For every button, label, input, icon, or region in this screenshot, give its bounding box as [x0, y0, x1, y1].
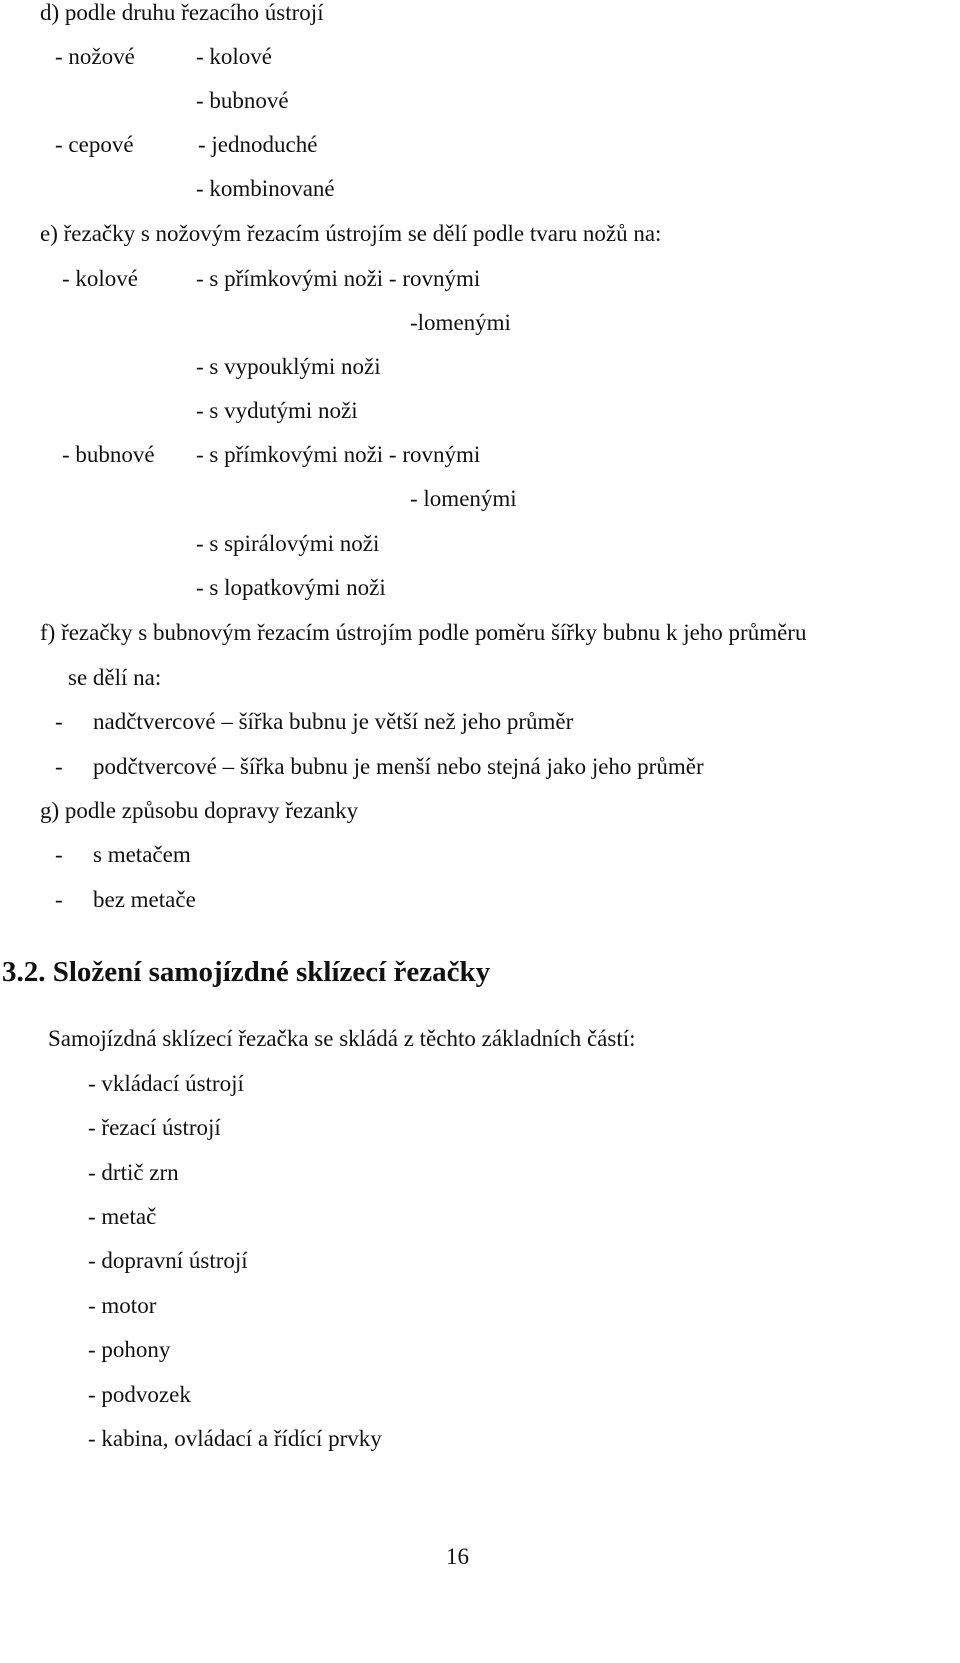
- section-f-heading: f) řezačky s bubnovým řezacím ústrojím podle poměru šířky bubnu k jeho průměru: [40, 620, 807, 645]
- list-item: nadčtvercové – šířka bubnu je větší než jeho průměr: [93, 709, 574, 734]
- list-item: - kombinované: [196, 176, 335, 201]
- list-item: - pohony: [88, 1337, 171, 1362]
- section-d-heading: d) podle druhu řezacího ústrojí: [40, 0, 324, 25]
- section-g-heading: g) podle způsobu dopravy řezanky: [40, 798, 359, 823]
- list-dash: -: [55, 709, 63, 734]
- list-item: - s vypouklými noži: [196, 354, 381, 379]
- list-item: - nožové: [55, 44, 135, 69]
- list-item: - s lopatkovými noži: [196, 575, 386, 600]
- list-item: - s přímkovými noži - rovnými: [196, 266, 481, 291]
- list-item: - řezací ústrojí: [88, 1115, 221, 1140]
- list-item: - motor: [88, 1293, 157, 1318]
- section-title: 3.2. Složení samojízdné sklízecí řezačky: [2, 956, 491, 988]
- list-item: - s přímkovými noži - rovnými: [196, 442, 481, 467]
- list-item: - metač: [88, 1204, 157, 1229]
- list-item: - jednoduché: [198, 132, 318, 157]
- section-f-heading-cont: se dělí na:: [68, 665, 162, 690]
- list-dash: -: [55, 887, 63, 912]
- list-item: - s spirálovými noži: [196, 531, 380, 556]
- list-item: s metačem: [93, 842, 191, 867]
- section-intro: Samojízdná sklízecí řezačka se skládá z těchto základních částí:: [48, 1026, 636, 1051]
- list-item: - vkládací ústrojí: [88, 1071, 244, 1096]
- list-item: - kabina, ovládací a řídící prvky: [88, 1426, 382, 1451]
- list-item: - kolové: [62, 266, 139, 291]
- list-item: - dopravní ústrojí: [88, 1248, 248, 1273]
- list-item: - lomenými: [410, 486, 517, 511]
- list-item: - podvozek: [88, 1382, 191, 1407]
- page-number: 16: [446, 1544, 469, 1569]
- list-item: bez metače: [93, 887, 196, 912]
- list-item: podčtvercové – šířka bubnu je menší nebo stejná jako jeho průměr: [93, 754, 704, 779]
- list-item: - s vydutými noži: [196, 398, 358, 423]
- list-item: - drtič zrn: [88, 1160, 179, 1185]
- list-item: - kolové: [196, 44, 273, 69]
- section-e-heading: e) řezačky s nožovým řezacím ústrojím se dělí podle tvaru nožů na:: [40, 221, 662, 246]
- list-item: -lomenými: [410, 310, 511, 335]
- list-item: - bubnové: [62, 442, 155, 467]
- list-item: - bubnové: [196, 88, 289, 113]
- list-dash: -: [55, 754, 63, 779]
- list-dash: -: [55, 842, 63, 867]
- list-item: - cepové: [55, 132, 134, 157]
